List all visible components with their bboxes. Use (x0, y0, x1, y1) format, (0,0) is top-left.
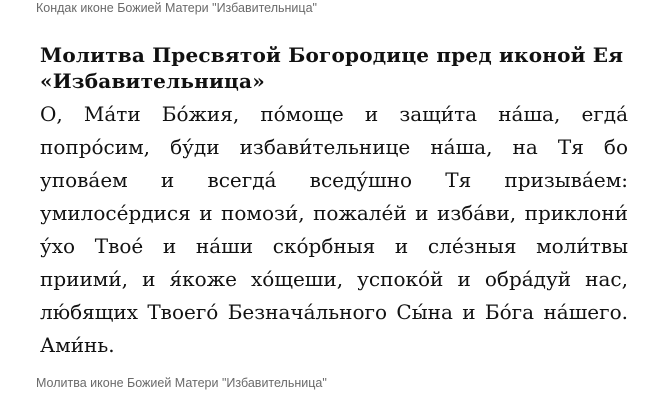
prayer-title: Молитва Пресвятой Богородице пред иконой Ея «Избавительница» (40, 43, 624, 93)
top-image-caption: Кондак иконе Божией Матери "Избавительница" (36, 1, 317, 15)
bottom-image-caption: Молитва иконе Божией Матери "Избавительница" (36, 376, 327, 390)
prayer-text: О, Ма́ти Бо́жия, по́моще и защи́та на́ша, егда́ попро́сим, бу́ди избави́тельнице на́ша, на Тя бо упова́ем и всегда́ вседу́шно Тя призыва́ем: умилосе́рдися и помози́, пожале́й и изба́ви, приклони́ у́хо Твое́ и на́ши ско́рбныя и сле́зныя моли́твы приими́, и я́коже хо́щеши, успоко́й и обра́дуй нас, лю́бящих Твоего́ Безнача́льного Сы́на и Бо́га на́шего. Ами́нь. (40, 102, 628, 357)
prayer-image (40, 42, 628, 362)
